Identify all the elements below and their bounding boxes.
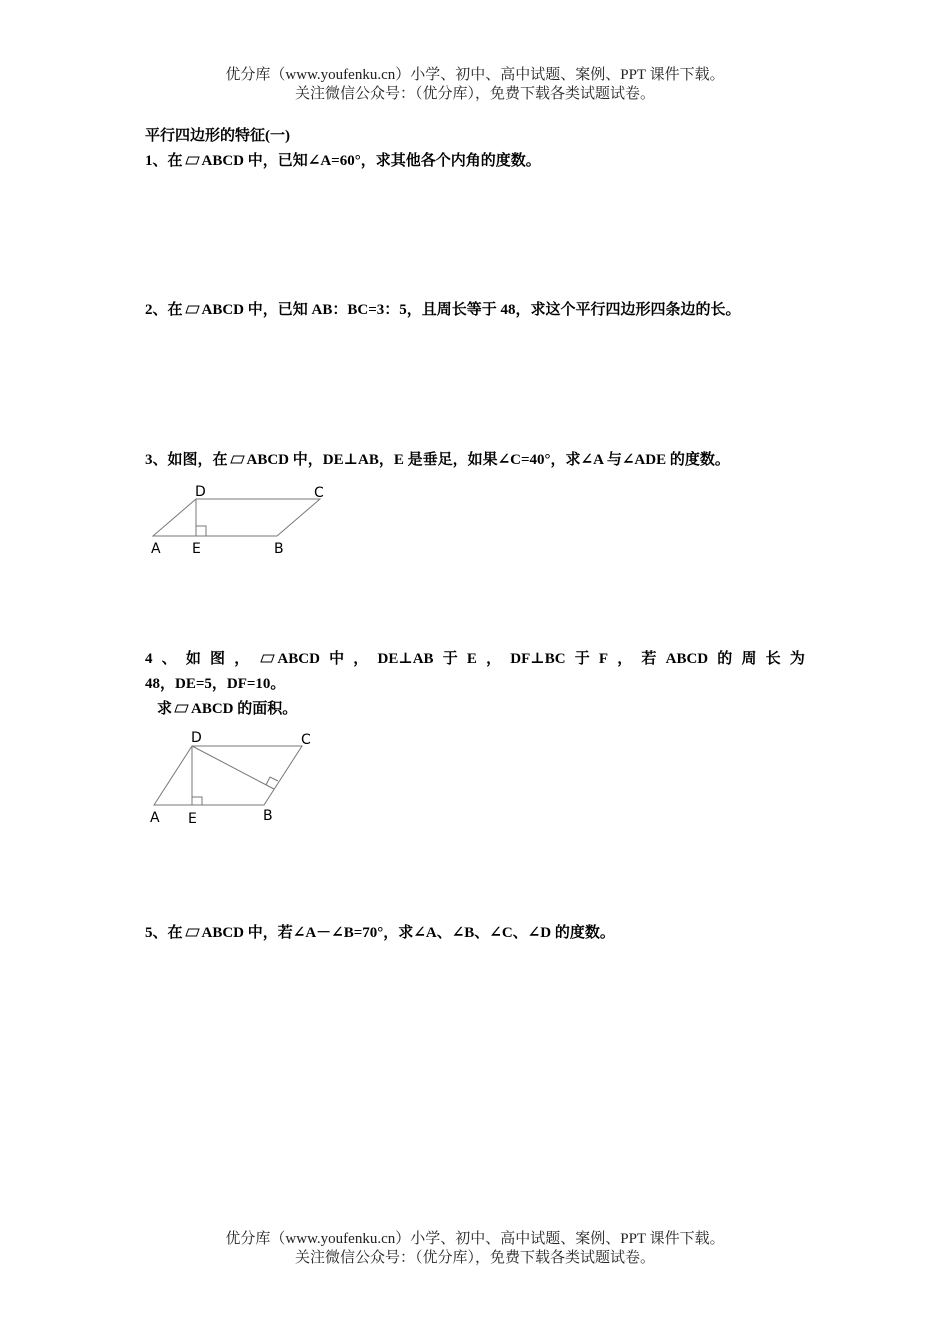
question-5-text: ABCD 中，若∠A－∠B=70°，求∠A、∠B、∠C、∠D 的度数。 — [201, 925, 615, 941]
q4-word: 4 — [145, 651, 153, 667]
q4-word: ABCD — [665, 651, 709, 667]
question-1-prefix: 1、在 — [145, 153, 183, 169]
fig4-label-e: E — [188, 811, 197, 827]
fig4-label-a: A — [150, 810, 160, 826]
question-1 — [145, 149, 805, 174]
fig4-label-c: C — [301, 732, 311, 748]
q4-word: DF⊥BC — [510, 651, 566, 667]
question-1-text: ABCD 中，已知∠A=60°，求其他各个内角的度数。 — [201, 153, 541, 169]
fig3-parallelogram-outline — [153, 499, 320, 536]
fig4-label-d: D — [191, 730, 202, 746]
question-4-line-1 — [145, 647, 805, 672]
parallelogram-symbol-icon — [174, 704, 189, 713]
question-4-line-3 — [145, 697, 805, 722]
fig3-label-b: B — [274, 541, 284, 557]
parallelogram-symbol-icon — [260, 654, 275, 663]
q4-word: 若 — [641, 651, 657, 667]
q4-word: 中 — [329, 651, 345, 667]
parallelogram-symbol-icon — [185, 156, 200, 165]
q4-word: 长 — [765, 651, 781, 667]
q4-word: F — [598, 651, 609, 667]
fig4-right-angle-mark-f — [266, 777, 278, 785]
header-line-1: 优分库（www.youfenku.cn）小学、初中、高中试题、案例、PPT 课件下载。 — [225, 67, 725, 83]
question-2 — [145, 298, 805, 323]
header-line-2: 关注微信公众号：（优分库），免费下载各类试题试卷。 — [294, 86, 655, 102]
fig3-label-c: C — [314, 485, 324, 501]
q4-word — [258, 647, 320, 672]
page-footer — [0, 1230, 950, 1268]
fig4-altitude-df — [192, 746, 274, 789]
footer-line-1: 优分库（www.youfenku.cn）小学、初中、高中试题、案例、PPT 课件下载。 — [225, 1231, 725, 1247]
fig3-label-a: A — [151, 541, 161, 557]
question-4-line-2: 48，DE=5，DF=10。 — [145, 676, 286, 692]
q4-word: 如 — [185, 651, 201, 667]
figure-4-parallelogram — [140, 726, 350, 831]
q4-word: 于 — [442, 651, 458, 667]
q4-word: ， — [234, 651, 250, 667]
worksheet-title: 平行四边形的特征(一) — [145, 128, 290, 144]
q4-word-abcd: ABCD — [277, 651, 320, 667]
footer-line-2: 关注微信公众号：（优分库），免费下载各类试题试卷。 — [294, 1250, 655, 1266]
fig4-parallelogram-outline — [154, 746, 302, 805]
q4-word: 于 — [574, 651, 590, 667]
parallelogram-symbol-icon — [230, 455, 245, 464]
q4-word: 为 — [789, 651, 805, 667]
page-header — [0, 66, 950, 104]
q4-word: 、 — [161, 651, 177, 667]
q4-word: ， — [486, 651, 502, 667]
fig4-right-angle-mark-e — [192, 797, 202, 805]
q4-word: 图 — [210, 651, 226, 667]
fig3-right-angle-mark — [196, 526, 206, 536]
question-4-line-3-text: ABCD 的面积。 — [191, 701, 298, 717]
q4-word: 的 — [717, 651, 733, 667]
q4-word: ， — [353, 651, 369, 667]
q4-word: 周 — [741, 651, 757, 667]
q4-word: DE⊥AB — [377, 651, 434, 667]
question-2-text: ABCD 中，已知 AB：BC=3：5，且周长等于 48，求这个平行四边形四条边的长。 — [201, 302, 741, 318]
fig3-label-d: D — [195, 484, 206, 500]
parallelogram-symbol-icon — [185, 305, 200, 314]
question-5-prefix: 5、在 — [145, 925, 183, 941]
parallelogram-symbol-icon — [185, 928, 200, 937]
q4-word: E — [466, 651, 477, 667]
question-3 — [145, 448, 805, 473]
question-2-prefix: 2、在 — [145, 302, 183, 318]
question-3-text: ABCD 中，DE⊥AB，E 是垂足，如果∠C=40°，求∠A 与∠ADE 的度数。 — [246, 452, 730, 468]
fig3-label-e: E — [192, 541, 201, 557]
figure-3-parallelogram — [140, 478, 340, 563]
fig4-label-b: B — [263, 808, 273, 824]
question-3-prefix: 3、如图，在 — [145, 452, 228, 468]
question-5 — [145, 921, 805, 946]
question-4 — [145, 647, 805, 722]
question-4-line-3-prefix: 求 — [157, 701, 173, 717]
q4-word: ， — [617, 651, 633, 667]
